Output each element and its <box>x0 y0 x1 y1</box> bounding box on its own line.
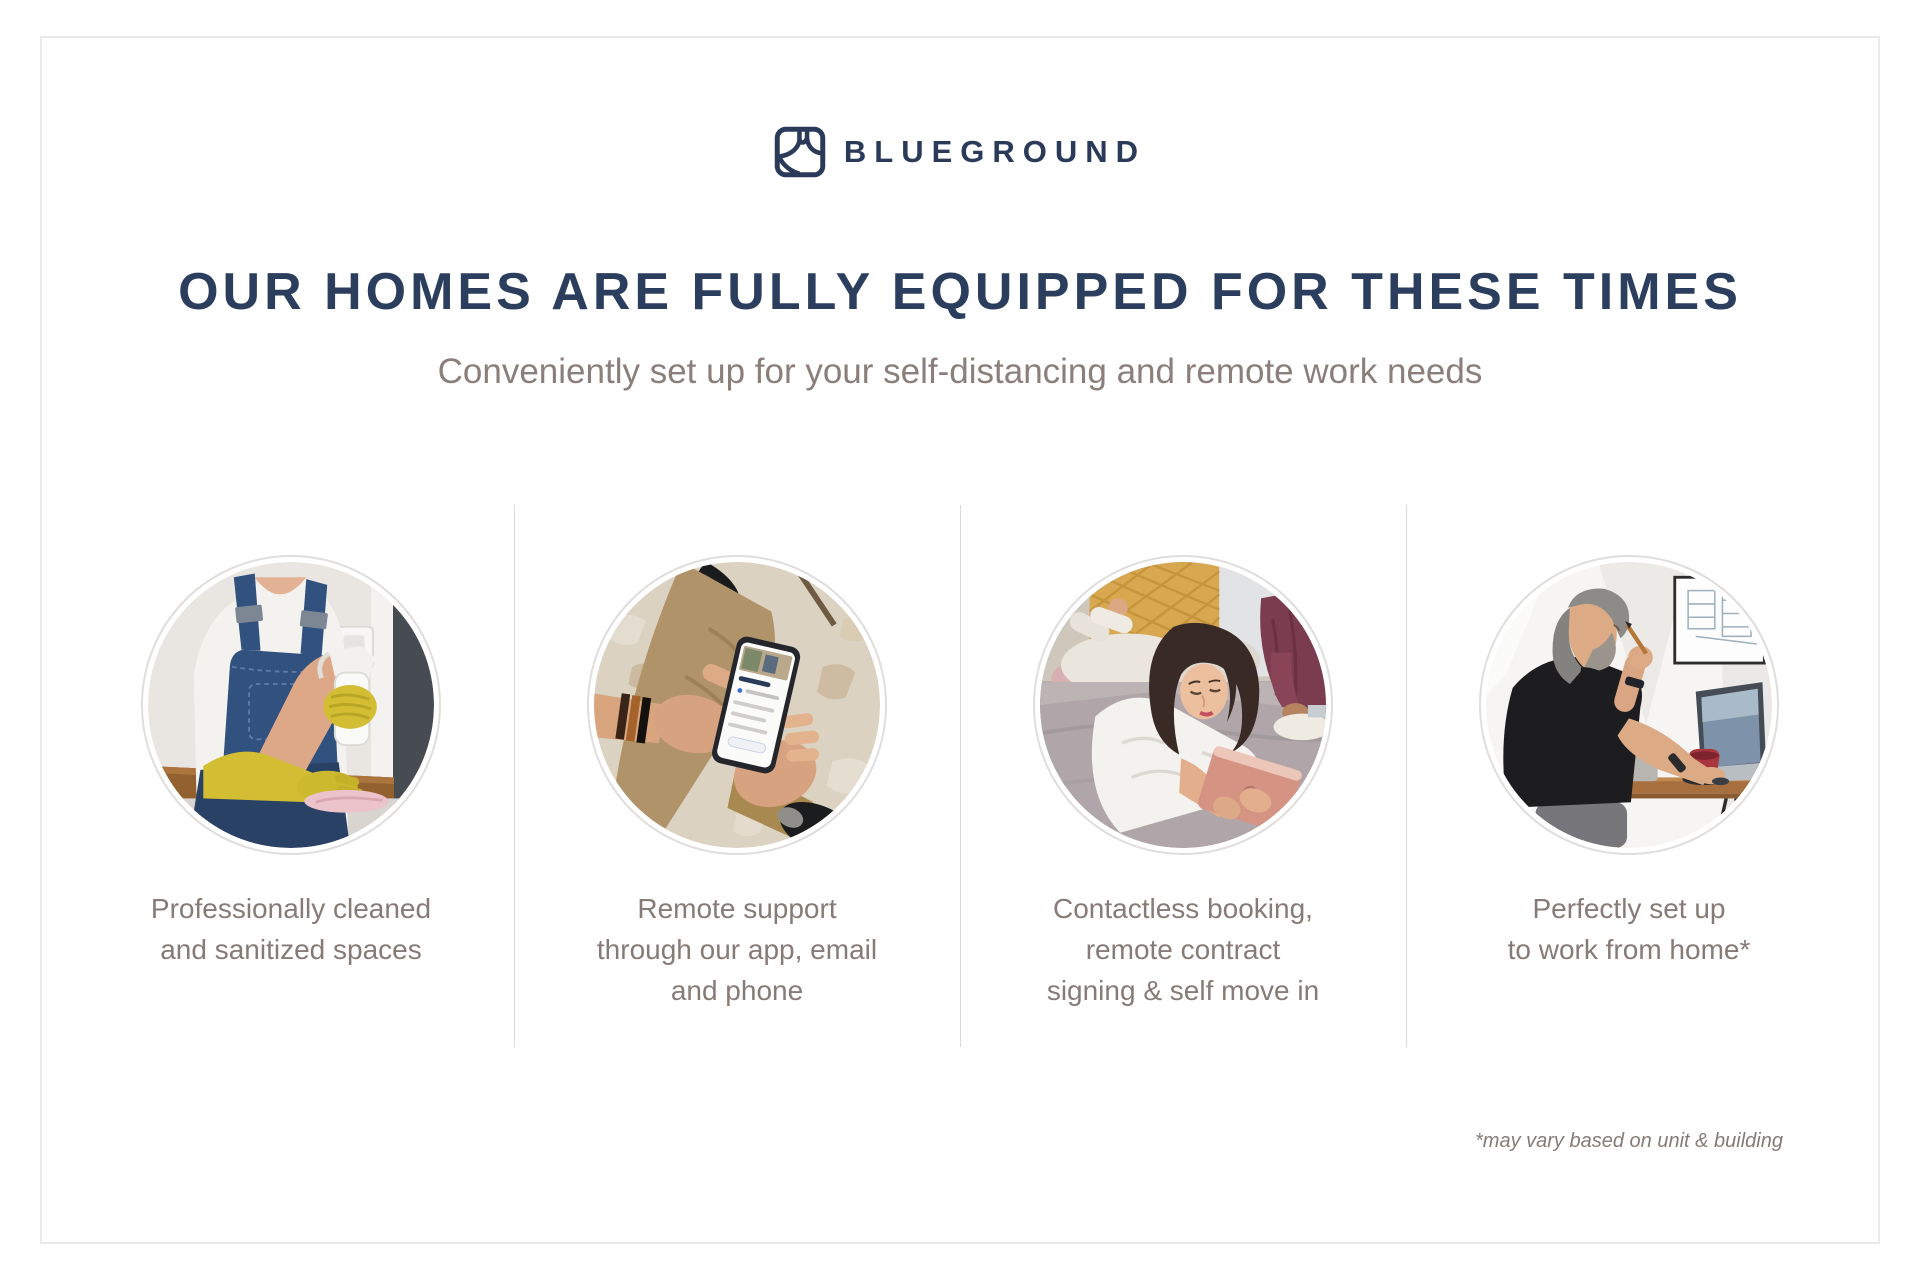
caption-line: Professionally cleaned <box>150 893 432 924</box>
feature-contactless-booking <box>960 555 1406 1011</box>
page-subtitle: Conveniently set up for your self-distancing and remote work needs <box>437 352 1483 391</box>
caption-line: Perfectly set up <box>1532 893 1726 924</box>
feature-remote-support-caption <box>597 888 877 1011</box>
feature-cleaning-caption <box>151 888 431 970</box>
caption-line: Contactless booking, <box>1053 893 1313 924</box>
blueground-logo-icon <box>774 126 826 178</box>
feature-remote-support <box>514 555 960 1011</box>
tablet-on-bed-photo-illustration <box>1040 562 1326 848</box>
cleaning-photo-illustration <box>148 562 434 848</box>
feature-wfh-ring <box>1479 555 1779 855</box>
feature-work-from-home <box>1406 555 1852 1011</box>
caption-line: through our app, email <box>596 934 878 965</box>
phone-app-photo-illustration <box>594 562 880 848</box>
footnote: *may vary based on unit & building <box>1475 1130 1783 1152</box>
caption-line: and sanitized spaces <box>160 934 422 965</box>
caption-line: remote contract <box>1085 934 1281 965</box>
brand-wordmark: BLUEGROUND <box>843 134 1147 169</box>
feature-wfh-caption <box>1508 888 1751 970</box>
caption-line: and phone <box>670 975 804 1006</box>
brand-logo <box>0 126 1920 178</box>
caption-line: signing & self move in <box>1046 975 1320 1006</box>
feature-contactless-caption <box>1047 888 1319 1011</box>
feature-columns <box>68 555 1852 1011</box>
caption-line: Remote support <box>637 893 837 924</box>
home-office-photo-illustration <box>1486 562 1772 848</box>
feature-contactless-ring <box>1033 555 1333 855</box>
feature-cleaning <box>68 555 514 1011</box>
feature-remote-support-ring <box>587 555 887 855</box>
caption-line: to work from home* <box>1507 934 1751 965</box>
page-title: OUR HOMES ARE FULLY EQUIPPED FOR THESE TIMES <box>178 263 1742 321</box>
feature-cleaning-ring <box>141 555 441 855</box>
